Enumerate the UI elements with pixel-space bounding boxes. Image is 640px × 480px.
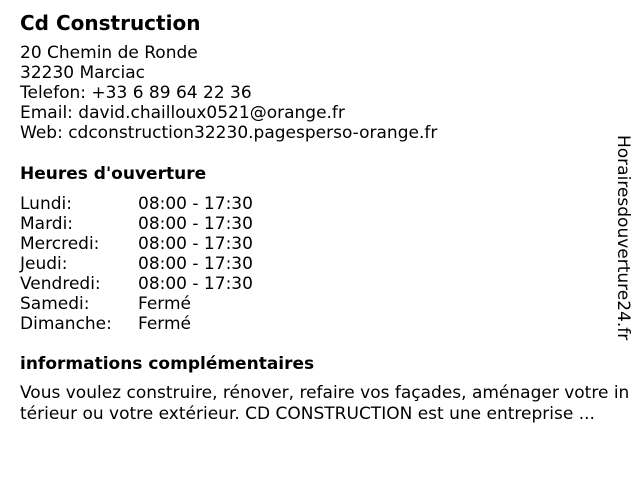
info-description: Vous voulez construire, rénover, refaire vos façades, aménager votre intérieur ou votre extérieur. CD CONSTRUCTION est une entreprise ... <box>20 383 630 424</box>
hours-day: Mardi: <box>20 214 74 234</box>
hours-heading: Heures d'ouverture <box>20 164 207 184</box>
hours-time: Fermé <box>138 314 192 334</box>
hours-row-friday <box>20 274 320 294</box>
hours-row-monday <box>20 194 320 214</box>
hours-table <box>20 194 320 334</box>
phone-text: Telefon: +33 6 89 64 22 36 <box>20 83 252 103</box>
address-line-city: 32230 Marciac <box>20 63 146 83</box>
hours-time: 08:00 - 17:30 <box>138 234 253 254</box>
hours-day: Samedi: <box>20 294 90 314</box>
hours-day: Lundi: <box>20 194 72 214</box>
business-name: Cd Construction <box>20 11 201 35</box>
contact-block <box>20 43 437 143</box>
hours-day: Mercredi: <box>20 234 100 254</box>
hours-time: Fermé <box>138 294 192 314</box>
hours-time: 08:00 - 17:30 <box>138 274 253 294</box>
email-text: Email: david.chailloux0521@orange.fr <box>20 103 345 123</box>
hours-day: Jeudi: <box>20 254 68 274</box>
hours-time: 08:00 - 17:30 <box>138 194 253 214</box>
hours-row-sunday <box>20 314 320 334</box>
address-line-street: 20 Chemin de Ronde <box>20 43 198 63</box>
website-text: Web: cdconstruction32230.pagesperso-orange.fr <box>20 123 438 143</box>
info-heading: informations complémentaires <box>20 354 315 374</box>
hours-row-thursday <box>20 254 320 274</box>
hours-day: Dimanche: <box>20 314 112 334</box>
vertical-watermark-text: Horairesdouverture24.fr <box>613 135 633 341</box>
hours-time: 08:00 - 17:30 <box>138 254 253 274</box>
hours-time: 08:00 - 17:30 <box>138 214 253 234</box>
hours-row-wednesday <box>20 234 320 254</box>
hours-row-saturday <box>20 294 320 314</box>
hours-day: Vendredi: <box>20 274 101 294</box>
hours-row-tuesday <box>20 214 320 234</box>
